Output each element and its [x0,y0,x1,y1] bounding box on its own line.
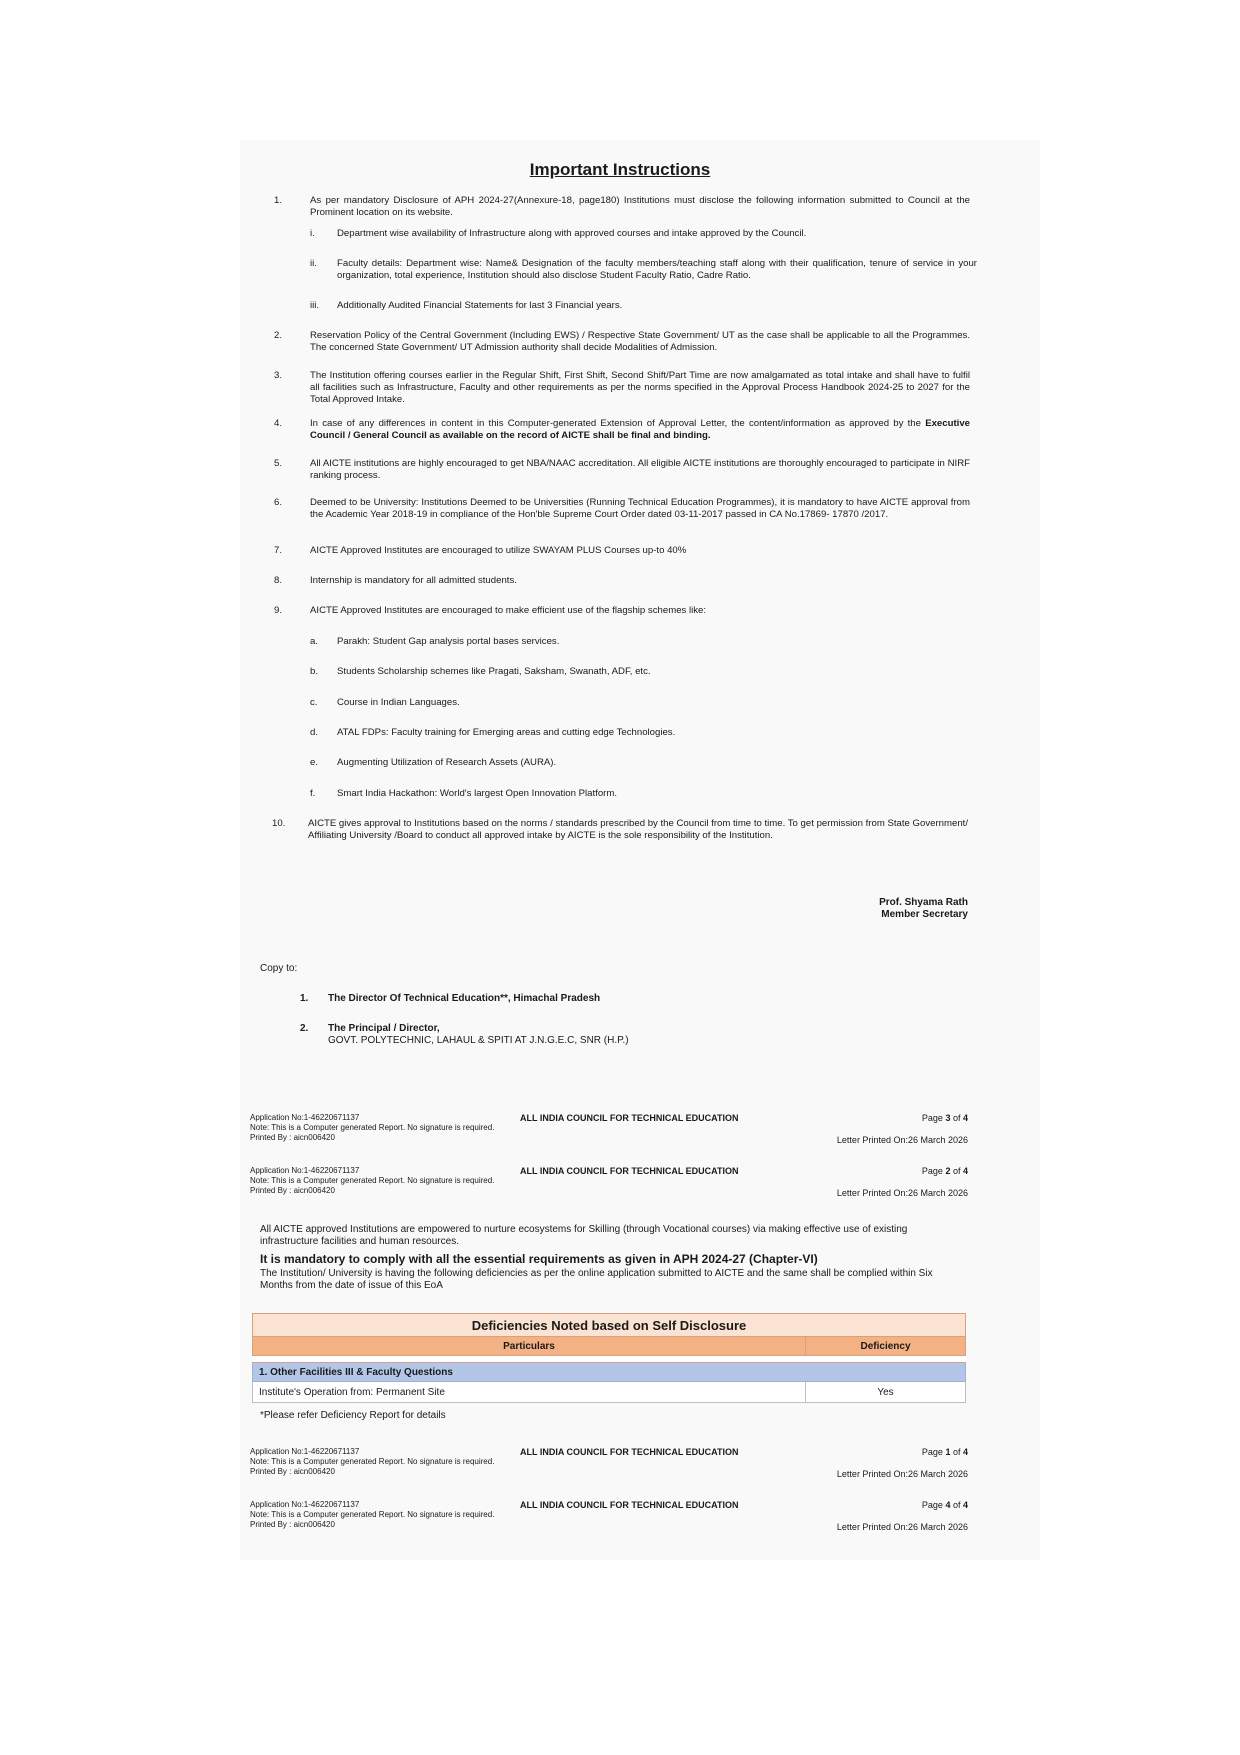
page-number: Page 1 of 4 [921,1447,968,1457]
signatory-designation: Member Secretary [881,909,968,920]
page-title: Important Instructions [529,160,711,179]
instruction-text: As per mandatory Disclosure of APH 2024-27(Annexure-18, page180) Institutions must disclose the following information submitted to Council at the Prominent location on its website. [310,195,970,218]
page-footer: Application No:1-46220671137 Note: This is a Computer generated Report. No signature is required. Printed By : aicn006420 ALL INDIA COUNCIL FOR TECHNICAL EDUCATION Page 3 of 4 Letter Printed On:26 March 2026 [250,1113,968,1145]
mandatory-heading: It is mandatory to comply with all the essential requirements as given in APH 2024-27 (Chapter-VI) [260,1252,818,1266]
table-caption: Deficiencies Noted based on Self Disclosure [253,1314,966,1337]
deficiency-paragraph: The Institution/ University is having the following deficiencies as per the online application submitted to AICTE and the same shall be complied within Six Months from the date of issue of this EoA [260,1268,933,1291]
deficiency-table [252,1313,966,1403]
deficiency-note: *Please refer Deficiency Report for details [260,1410,446,1421]
page-footer: Application No:1-46220671137 Note: This is a Computer generated Report. No signature is required. Printed By : aicn006420 ALL INDIA COUNCIL FOR TECHNICAL EDUCATION Page 2 of 4 Letter Printed On:26 March 2026 [250,1166,968,1198]
signatory-name: Prof. Shyama Rath [879,897,968,908]
column-header-particulars: Particulars [253,1337,806,1356]
page-number: Page 2 of 4 [921,1166,968,1176]
skilling-paragraph: All AICTE approved Institutions are empowered to nurture ecosystems for Skilling (through Vocational courses) via making effective use of existing infrastructure facilities and human resources. [260,1224,908,1247]
copy-to-label: Copy to: [260,963,298,974]
instruction-number: 1. [274,195,283,206]
page-footer: Application No:1-46220671137 Note: This is a Computer generated Report. No signature is required. Printed By : aicn006420 ALL INDIA COUNCIL FOR TECHNICAL EDUCATION Page 1 of 4 Letter Printed On:26 March 2026 [250,1447,968,1479]
page-footer: Application No:1-46220671137 Note: This is a Computer generated Report. No signature is required. Printed By : aicn006420 ALL INDIA COUNCIL FOR TECHNICAL EDUCATION Page 4 of 4 Letter Printed On:26 March 2026 [250,1500,968,1532]
table-row: Institute's Operation from: Permanent Site Yes [253,1382,966,1403]
signature-block [700,897,968,921]
column-header-deficiency: Deficiency [806,1337,966,1356]
table-category: 1. Other Facilities III & Faculty Questions [253,1363,966,1382]
page-number: Page 4 of 4 [921,1500,968,1510]
page-number: Page 3 of 4 [921,1113,968,1123]
